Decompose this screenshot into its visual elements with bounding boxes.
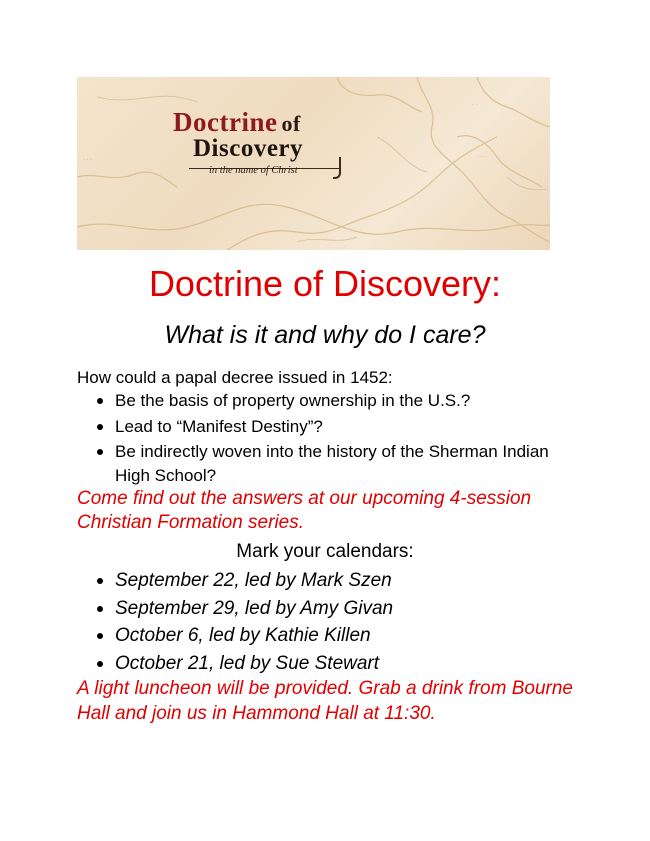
logo-word-doctrine: Doctrine [173,107,278,137]
logo-tagline: in the name of Christ [209,165,298,176]
list-item: October 21, led by Sue Stewart [96,650,393,678]
series-callout: Come find out the answers at our upcoming 4-session Christian Formation series. [77,488,532,533]
page-title: Doctrine of Discovery: [148,263,502,304]
logo-word-of: of [281,111,301,136]
list-item: October 6, led by Kathie Killen [96,622,393,650]
question-list [96,389,576,489]
list-item: September 22, led by Mark Szen [96,567,393,595]
mark-calendars-heading: Mark your calendars: [236,541,414,562]
logo-word-discovery: Discovery [193,135,304,162]
closing-note: A light luncheon will be provided. Grab a drink from Bourne Hall and join us in Hammond Hall at 11:30. [77,678,573,724]
doctrine-logo [173,107,343,187]
logo-flourish [333,157,341,179]
list-item: Be indirectly woven into the history of the Sherman Indian High School? [96,440,576,487]
page-subtitle: What is it and why do I care? [164,321,486,349]
session-dates-list [96,567,393,677]
list-item: Be the basis of property ownership in the U.S.? [96,389,576,413]
list-item: September 29, led by Amy Givan [96,595,393,623]
svg-text:· · ·: · · · [83,156,92,164]
svg-text:· · ·: · · · [477,153,486,161]
svg-text:· ·: · · [472,101,478,109]
list-item: Lead to “Manifest Destiny”? [96,415,576,439]
banner-image [77,77,550,250]
intro-text: How could a papal decree issued in 1452: [77,368,393,387]
